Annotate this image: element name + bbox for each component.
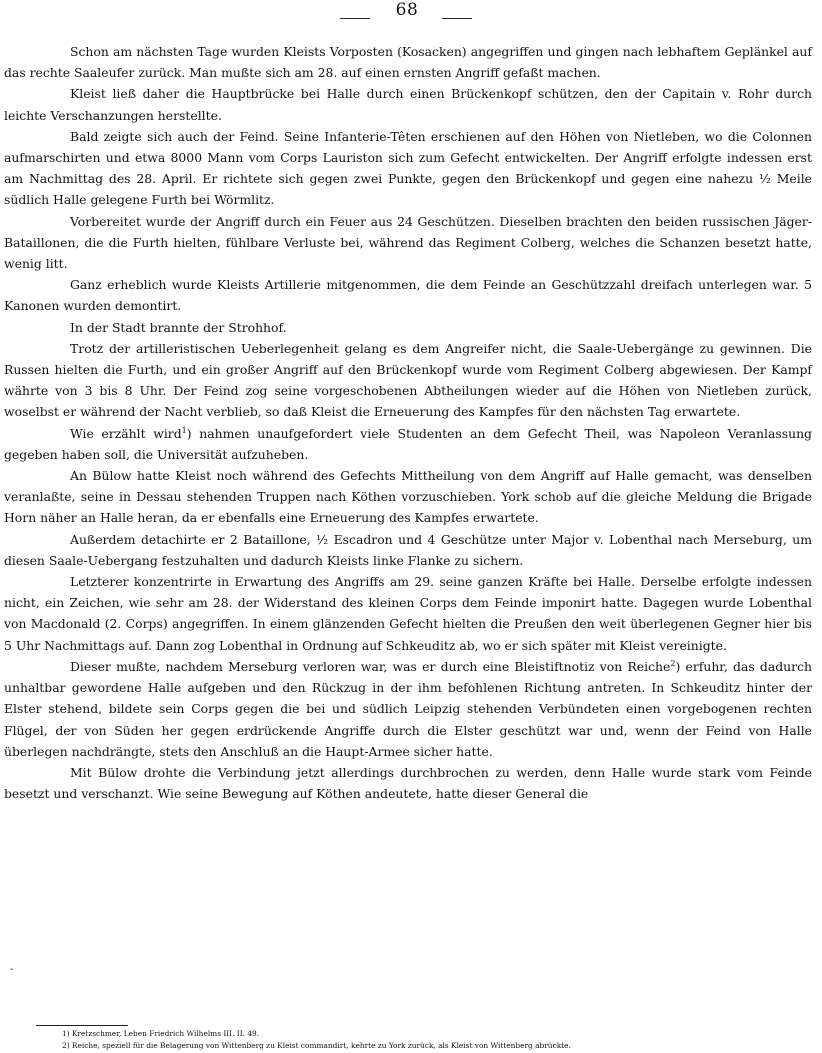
paragraph-text: Letzterer konzentrirte in Erwartung des Angriffs am 29. seine ganzen Kräfte bei Halle. Derselbe erfolgte indessen nicht, ein Zeichen, wie sehr am 28. der Widerstand des kleinen Corps dem Feinde imponirt hatte. Dagegen wurde Lobenthal von Macdonald (2. Corps) angegriffen. In einem glänzenden Gefecht hielten die Preußen den weit überlegenen Gegner hier bis 5 Uhr Nachmittags auf. Dann zog Lobenthal in Ordnung auf Schkeuditz ab, wo er sich später mit Kleist vereinigte. <box>4 574 812 653</box>
paragraph <box>4 656 812 762</box>
paragraph-text: ) nahmen unaufgefordert viele Studenten an dem Gefecht Theil, was Napoleon Veranlassung gegeben haben soll, die Universität aufzuheben. <box>4 425 812 462</box>
paragraph-text: Trotz der artilleristischen Ueberlegenheit gelang es dem Angreifer nicht, die Saale-Uebergänge zu gewinnen. Die Russen hielten die Furth, und ein großer Angriff auf den Brückenkopf wurde vom Regiment Colberg abgewiesen. Der Kampf währte von 3 bis 8 Uhr. Der Feind zog seine vorgeschobenen Abtheilungen wieder auf die Höhen von Nietleben zurück, woselbst er während der Nacht verblieb, so daß Kleist die Erneuerung des Kampfes für den nächsten Tag erwartete. <box>4 340 812 420</box>
header-dash-left <box>340 18 370 19</box>
paragraph <box>4 274 812 316</box>
paragraph <box>4 423 812 465</box>
paragraph-text: Schon am nächsten Tage wurden Kleists Vorposten (Kosacken) angegriffen und gingen nach lebhaftem Geplänkel auf das rechte Saaleufer zurück. Man mußte sich am 28. auf einen ernsten Angriff gefaßt machen. <box>4 44 812 81</box>
footnote-ref: 1 <box>181 425 187 435</box>
paragraph <box>4 571 812 656</box>
page-header <box>0 0 822 24</box>
paragraph-text: Bald zeigte sich auch der Feind. Seine Infanterie-Têten erschienen auf den Höhen von Nietleben, wo die Colonnen aufmarschirten und etwa 8000 Mann vom Corps Lauriston sich zum Gefecht entwickelten. Der Angriff erfolgte indessen erst am Nachmittag des 28. April. Er richtete sich gegen zwei Punkte, gegen den Brückenkopf und gegen eine nahezu ½ Meile südlich Halle gelegene Furth bei Wörmlitz. <box>4 128 812 208</box>
footnote: 1) Kretzschmer, Leben Friedrich Wilhelms III. II. 49. <box>62 1029 260 1038</box>
paragraph <box>4 126 812 211</box>
paragraph <box>4 83 812 125</box>
header-dash-right <box>442 18 472 19</box>
body-text <box>4 41 812 804</box>
paragraph <box>4 211 812 275</box>
margin-mark: - <box>10 964 14 975</box>
footnote-divider <box>36 1025 128 1026</box>
paragraph-text: Ganz erheblich wurde Kleists Artillerie mitgenommen, die dem Feinde an Geschützzahl dreifach unterlegen war. 5 Kanonen wurden demontirt. <box>4 277 812 314</box>
paragraph-text: Dieser mußte, nachdem Merseburg verloren war, was er durch eine Bleistiftnotiz von Reiche <box>70 658 671 674</box>
paragraph <box>4 41 812 83</box>
paragraph-text: Kleist ließ daher die Hauptbrücke bei Halle durch einen Brückenkopf schützen, den der Capitain v. Rohr durch leichte Verschanzungen herstellte. <box>4 86 812 123</box>
paragraph-text: Wie erzählt wird <box>70 425 182 441</box>
paragraph <box>4 762 812 804</box>
paragraph-text: ) erfuhr, das dadurch unhaltbar gewordene Halle aufgeben und den Rückzug in der ihm befohlenen Richtung antreten. In Schkeuditz hinter der Elster stehend, bildete sein Corps gegen die bei und südlich Leipzig stehenden Verbündeten einen vorgebogenen rechten Flügel, der von Süden her gegen erdrückende Angriffe durch die Elster geschützt war und, wenn der Feind von Halle überlegen nachdrängte, stets den Anschluß an die Haupt-Armee sicher hatte. <box>4 658 812 759</box>
footnotes <box>62 1028 812 1052</box>
paragraph <box>4 465 812 529</box>
paragraph-text: Vorbereitet wurde der Angriff durch ein Feuer aus 24 Geschützen. Dieselben brachten den beiden russischen Jäger-Bataillonen, die die Furth hielten, fühlbare Verluste bei, während das Regiment Colberg, welches die Schanzen besetzt hatte, wenig litt. <box>4 213 812 272</box>
paragraph-text: An Bülow hatte Kleist noch während des Gefechts Mittheilung von dem Angriff auf Halle gemacht, was denselben veranlaßte, seine in Dessau stehenden Truppen nach Köthen vorzuschieben. York schob auf die gleiche Meldung die Brigade Horn näher an Halle heran, da er ebenfalls eine Erneuerung des Kampfes erwartete. <box>4 468 812 526</box>
paragraph <box>4 317 812 338</box>
paragraph-text: Mit Bülow drohte die Verbindung jetzt allerdings durchbrochen zu werden, denn Halle wurde stark vom Feinde besetzt und verschanzt. Wie seine Bewegung auf Köthen andeutete, hatte dieser General die <box>4 764 812 802</box>
footnote: 2) Reiche, speziell für die Belagerung von Wittenberg zu Kleist commandirt, kehrte zu York zurück, als Kleist von Wittenberg abrückte. <box>62 1041 571 1050</box>
paragraph <box>4 529 812 571</box>
footnote-ref: 2 <box>670 658 676 668</box>
paragraph <box>4 338 812 423</box>
paragraph-text: In der Stadt brannte der Strohhof. <box>70 319 287 335</box>
page-number: 68 <box>395 0 419 20</box>
paragraph-text: Außerdem detachirte er 2 Bataillone, ½ Escadron und 4 Geschütze unter Major v. Lobenthal nach Merseburg, um diesen Saale-Uebergang festzuhalten und dadurch Kleists linke Flanke zu sichern. <box>4 531 812 568</box>
